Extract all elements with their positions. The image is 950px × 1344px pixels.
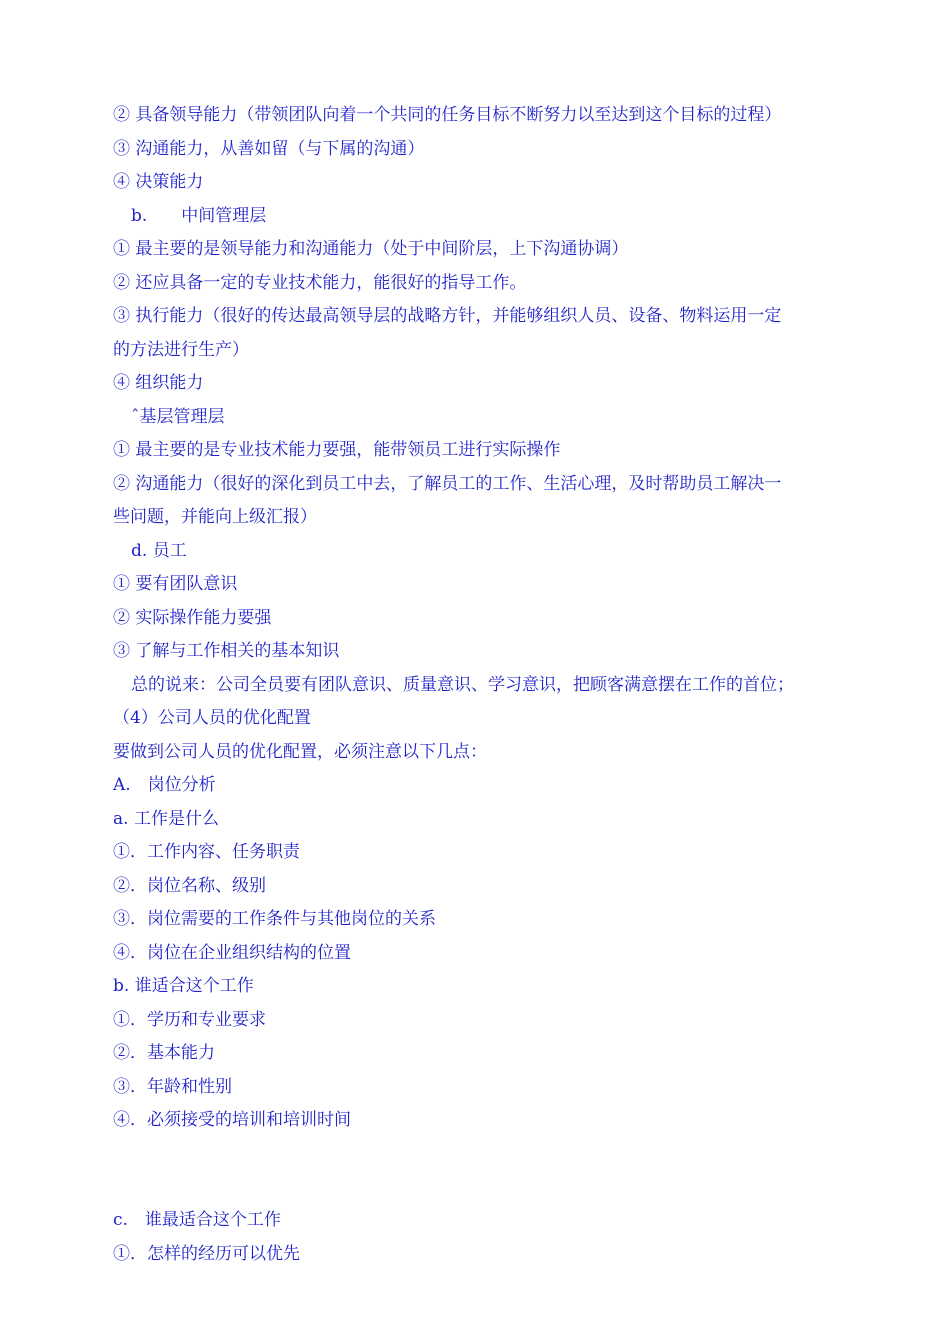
text-line: b. 谁适合这个工作	[113, 976, 254, 996]
text-line: ④．岗位在企业组织结构的位置	[113, 943, 351, 963]
text-line: ③ 执行能力（很好的传达最高领导层的战略方针，并能够组织人员、设备、物料运用一定	[113, 306, 782, 326]
text-line: 要做到公司人员的优化配置，必须注意以下几点：	[113, 742, 487, 762]
text-line: ④ 决策能力	[113, 172, 204, 192]
text-line: b. 中间管理层	[131, 206, 267, 226]
text-line: d. 员工	[131, 541, 187, 561]
text-line: ③．岗位需要的工作条件与其他岗位的关系	[113, 909, 436, 929]
text-line: ①．学历和专业要求	[113, 1010, 266, 1030]
text-line: ②．岗位名称、级别	[113, 876, 266, 896]
text-line: ④．必须接受的培训和培训时间	[113, 1110, 351, 1130]
text-line: 的方法进行生产）	[113, 340, 249, 360]
text-line: ①．怎样的经历可以优先	[113, 1244, 300, 1264]
text-line: ③ 沟通能力，从善如留（与下属的沟通）	[113, 139, 425, 159]
text-line: c. 谁最适合这个工作	[113, 1210, 281, 1230]
text-line: ① 最主要的是专业技术能力要强，能带领员工进行实际操作	[113, 440, 561, 460]
text-line: ③ 了解与工作相关的基本知识	[113, 641, 340, 661]
text-line: ④ 组织能力	[113, 373, 204, 393]
text-line: ① 要有团队意识	[113, 574, 238, 594]
text-line: （4）公司人员的优化配置	[113, 708, 311, 728]
text-line: ①．工作内容、任务职责	[113, 842, 300, 862]
text-line: ③．年龄和性别	[113, 1077, 232, 1097]
text-line: 总的说来：公司全员要有团队意识、质量意识、学习意识，把顾客满意摆在工作的首位；	[131, 675, 794, 695]
text-line: ① 最主要的是领导能力和沟通能力（处于中间阶层，上下沟通协调）	[113, 239, 629, 259]
text-line: ② 实际操作能力要强	[113, 608, 272, 628]
text-line: ② 沟通能力（很好的深化到员工中去，了解员工的工作、生活心理，及时帮助员工解决一	[113, 474, 782, 494]
text-line: A. 岗位分析	[113, 775, 216, 795]
text-line: 些问题，并能向上级汇报）	[113, 507, 317, 527]
text-line: ② 还应具备一定的专业技术能力，能很好的指导工作。	[113, 273, 527, 293]
text-line: a. 工作是什么	[113, 809, 219, 829]
text-line: ② 具备领导能力（带领团队向着一个共同的任务目标不断努力以至达到这个目标的过程）	[113, 105, 782, 125]
text-line: ②．基本能力	[113, 1043, 215, 1063]
text-line: ˆ基层管理层	[131, 407, 225, 427]
